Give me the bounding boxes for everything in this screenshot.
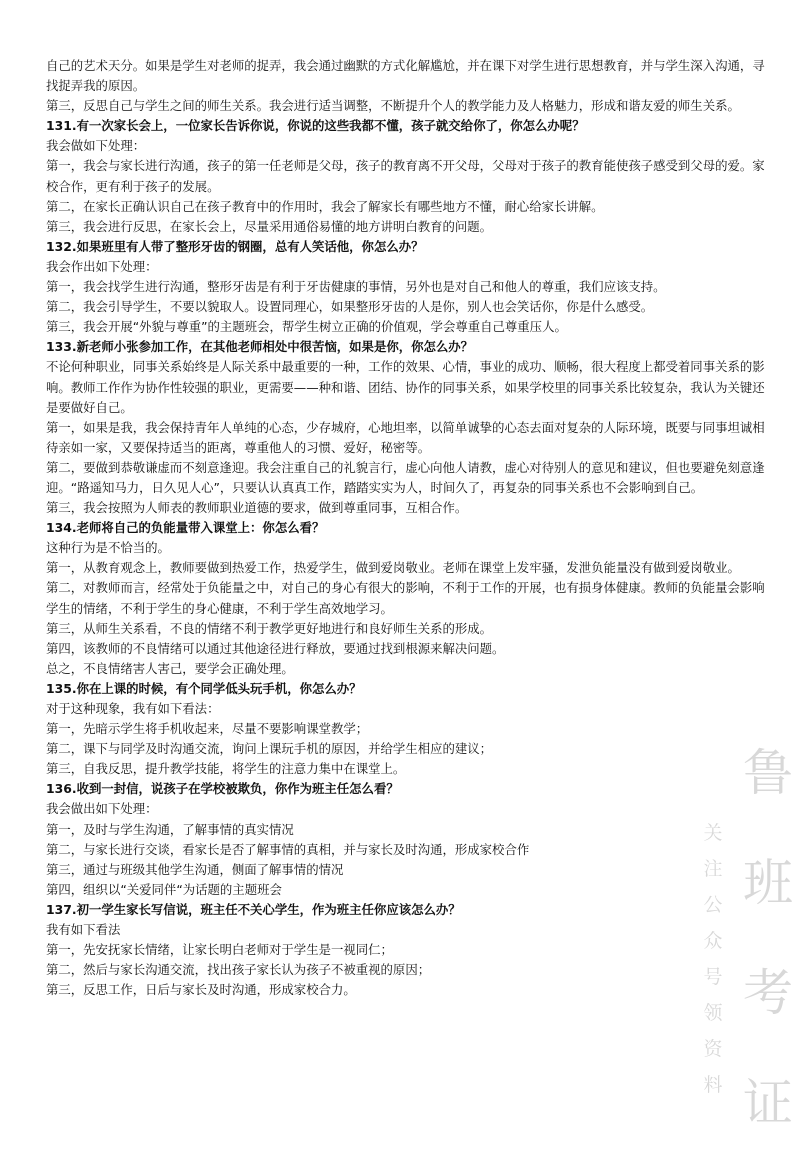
text-line: 第一，我会找学生进行沟通，整形牙齿是有利于牙齿健康的事情，另外也是对自己和他人的尊重，我们应该支持。 — [46, 279, 666, 295]
watermark-char: 考 — [743, 964, 793, 1022]
text-line: 我有如下看法 — [46, 922, 121, 938]
text-line: 第三，我会按照为人师表的教师职业道德的要求，做到尊重同事，互相合作。 — [46, 500, 468, 516]
watermark-char: 注 — [703, 858, 723, 880]
text-line: 第三，我会开展“外貌与尊重”的主题班会，帮学生树立正确的价值观，学会尊重自己尊重压人。 — [46, 319, 567, 335]
question-heading: 131.有一次家长会上，一位家长告诉你说，你说的这些我都不懂，孩子就交给你了，你怎么办呢？ — [46, 118, 585, 134]
document-body — [46, 56, 776, 1000]
question-heading: 136.收到一封信，说孩子在学校被欺负，你作为班主任怎么看？ — [46, 781, 399, 797]
text-line: 不论何种职业，同事关系始终是人际关系中最重要的一种，工作的效果、心情，事业的成功、顺畅，很大程度上都受着同事关系的影 — [46, 359, 765, 375]
text-line: 第一，先暗示学生将手机收起来，尽量不要影响课堂教学； — [46, 721, 369, 737]
text-line: 我会作出如下处理： — [46, 258, 158, 274]
text-line: 第一，如果是我，我会保持青年人单纯的心态，少存城府，心地坦率，以简单诚挚的心态去面对复杂的人际环境，既要与同事坦诚相 — [46, 419, 765, 435]
text-line: 总之，不良情绪害人害己，要学会正确处理。 — [46, 660, 294, 676]
text-line: 对于这种现象，我有如下看法： — [46, 701, 220, 716]
text-line: 第二，与家长进行交谈，看家长是否了解事情的真相，并与家长及时沟通，形成家校合作 — [46, 841, 530, 857]
question-heading: 135.你在上课的时候，有个同学低头玩手机，你怎么办？ — [46, 680, 362, 696]
question-heading: 137.初一学生家长写信说，班主任不关心学生，作为班主任你应该怎么办？ — [46, 901, 461, 917]
watermark-char: 班 — [743, 854, 793, 912]
text-line: 第三，通过与班级其他学生沟通，侧面了解事情的情况 — [46, 861, 344, 877]
text-line: 第一，从教育观念上，教师要做到热爱工作，热爱学生，做到爱岗敬业。老师在课堂上发牢骚，发泄负能量没有做到爱岗敬业。 — [46, 560, 740, 576]
text-line: 第二，要做到恭敬谦虚而不刻意逢迎。我会注重自己的礼貌言行，虚心向他人请教，虚心对待别人的意见和建议，但也要避免刻意逢 — [46, 459, 765, 475]
text-line: 第一，及时与学生沟通，了解事情的真实情况 — [46, 821, 294, 837]
watermark-char: 鲁 — [743, 744, 793, 802]
text-line: 学生的情绪，不利于学生的身心健康，不利于学生高效地学习。 — [46, 600, 393, 616]
question-heading: 134.老师将自己的负能量带入课堂上：你怎么看？ — [46, 520, 325, 536]
text-line: 第三，自我反思，提升教学技能，将学生的注意力集中在课堂上。 — [46, 761, 406, 777]
question-heading: 132.如果班里有人带了整形牙齿的钢圈，总有人笑话他，你怎么办？ — [46, 238, 424, 254]
text-line: 第一，我会与家长进行沟通，孩子的第一任老师是父母，孩子的教育离不开父母，父母对于孩子的教育能使孩子感受到父母的爱。家 — [46, 158, 765, 174]
text-line: 自己的艺术天分。如果是学生对老师的捉弄，我会通过幽默的方式化解尴尬，并在课下对学生进行思想教育，并与学生深入沟通，寻 — [46, 58, 765, 73]
text-line: 我会做出如下处理： — [46, 801, 158, 817]
watermark-char: 料 — [703, 1074, 723, 1096]
text-line: 第四，组织以“关爱同伴“为话题的主题班会 — [46, 881, 282, 897]
text-line: 这种行为是不恰当的。 — [46, 540, 170, 556]
text-line: 我会做如下处理： — [46, 138, 146, 154]
text-line: 第三，反思工作，日后与家长及时沟通，形成家校合力。 — [46, 982, 356, 998]
text-line: 第二，我会引导学生，不要以貌取人。设置同理心，如果整形牙齿的人是你，别人也会笑话你，你是什么感受。 — [46, 299, 654, 315]
text-line: 第一，先安抚家长情绪，让家长明白老师对于学生是一视同仁； — [46, 942, 393, 958]
text-line: 第四，该教师的不良情绪可以通过其他途径进行释放，要通过找到根源来解决问题。 — [46, 640, 505, 656]
text-line: 校合作，更有利于孩子的发展。 — [46, 178, 220, 194]
text-line: 第二，然后与家长沟通交流，找出孩子家长认为孩子不被重视的原因； — [46, 962, 431, 978]
watermark-char: 号 — [703, 966, 723, 988]
text-line: 第二，在家长正确认识自己在孩子教育中的作用时，我会了解家长有哪些地方不懂，耐心给家长讲解。 — [46, 198, 604, 214]
text-line: 第三，反思自己与学生之间的师生关系。我会进行适当调整，不断提升个人的教学能力及人格魅力，形成和谐友爱的师生关系。 — [46, 98, 740, 114]
text-line: 第三，我会进行反思，在家长会上，尽量采用通俗易懂的地方讲明白教育的问题。 — [46, 218, 493, 234]
question-heading: 133.新老师小张参加工作，在其他老师相处中很苦恼，如果是你，你怎么办？ — [46, 339, 474, 355]
text-line: 响。教师工作作为协作性较强的职业，更需要——种和谐、团结、协作的同事关系，如果学校里的同事关系比较复杂，我认为关键还 — [46, 379, 765, 395]
watermark-char: 公 — [703, 894, 723, 916]
watermark-char: 领 — [703, 1002, 723, 1024]
text-line: 待亲如一家，又要保持适当的距离，尊重他人的习惯、爱好，秘密等。 — [46, 439, 431, 455]
text-line: 第三，从师生关系看，不良的情绪不利于教学更好地进行和良好师生关系的形成。 — [46, 620, 493, 636]
text-line: 第二，对教师而言，经常处于负能量之中，对自己的身心有很大的影响，不利于工作的开展，也有损身体健康。教师的负能量会影响 — [46, 580, 765, 596]
watermark-char: 证 — [743, 1074, 793, 1132]
text-line: 找捉弄我的原因。 — [46, 78, 146, 94]
watermark-char: 资 — [703, 1038, 723, 1060]
watermark-char: 关 — [703, 822, 723, 844]
text-line: 是要做好自己。 — [46, 399, 133, 415]
watermark-char: 众 — [703, 930, 723, 952]
text-line: 第二，课下与同学及时沟通交流，询问上课玩手机的原因，并给学生相应的建议； — [46, 741, 493, 757]
text-line: 迎。“路遥知马力，日久见人心”，只要认认真真工作，踏踏实实为人，时间久了，再复杂的同事关系也不会影响到自己。 — [46, 479, 704, 495]
